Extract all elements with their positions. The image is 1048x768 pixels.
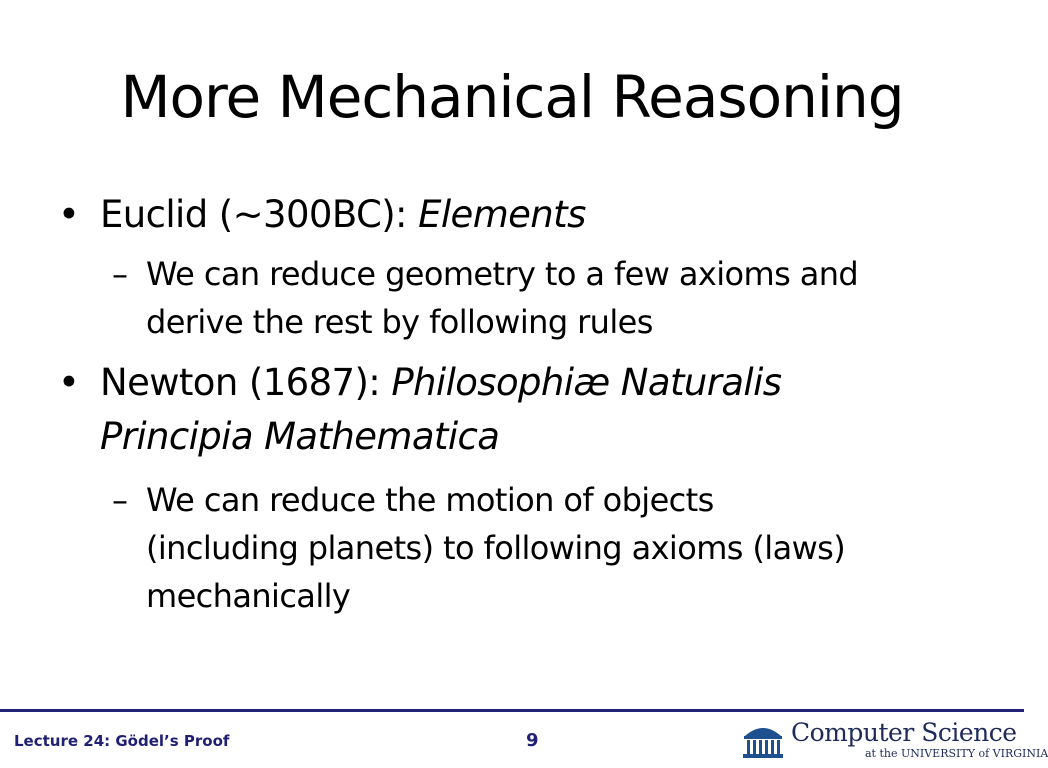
- bullet-italic: Elements: [418, 193, 586, 236]
- bullet-marker: •: [58, 361, 80, 404]
- logo-main-text: Computer Science: [791, 718, 1017, 747]
- bullet-italic: Philosophiæ Naturalis: [391, 361, 782, 404]
- sub-bullet-marker: –: [112, 255, 128, 293]
- slide-title: More Mechanical Reasoning: [120, 63, 904, 131]
- sub-bullet-euclid-line1: We can reduce geometry to a few axioms and: [146, 255, 859, 293]
- sub-bullet-newton-line1: We can reduce the motion of objects: [146, 481, 714, 519]
- bullet-newton-line1: [100, 358, 1000, 408]
- footer-rule: [0, 709, 1024, 712]
- bullet-newton-line2: [100, 412, 1000, 462]
- sub-bullet-marker: –: [112, 481, 128, 519]
- bullet-text: Newton (1687):: [100, 361, 392, 404]
- logo-sub-text: at the UNIVERSITY of VIRGINIA: [865, 747, 1048, 760]
- footer-lecture-title: Lecture 24: Gödel’s Proof: [14, 732, 230, 750]
- page-number: 9: [526, 730, 539, 751]
- bullet-text: Euclid (~300BC):: [100, 193, 419, 236]
- sub-bullet-newton-line2: (including planets) to following axioms (laws): [146, 529, 846, 567]
- bullet-italic: Principia Mathematica: [100, 415, 500, 458]
- rotunda-icon: [741, 718, 785, 762]
- bullet-euclid: [100, 190, 1000, 240]
- sub-bullet-newton-line3: mechanically: [146, 577, 351, 615]
- sub-bullet-euclid-line2: derive the rest by following rules: [146, 303, 653, 341]
- uva-cs-logo: [741, 716, 1048, 764]
- bullet-marker: •: [58, 193, 80, 236]
